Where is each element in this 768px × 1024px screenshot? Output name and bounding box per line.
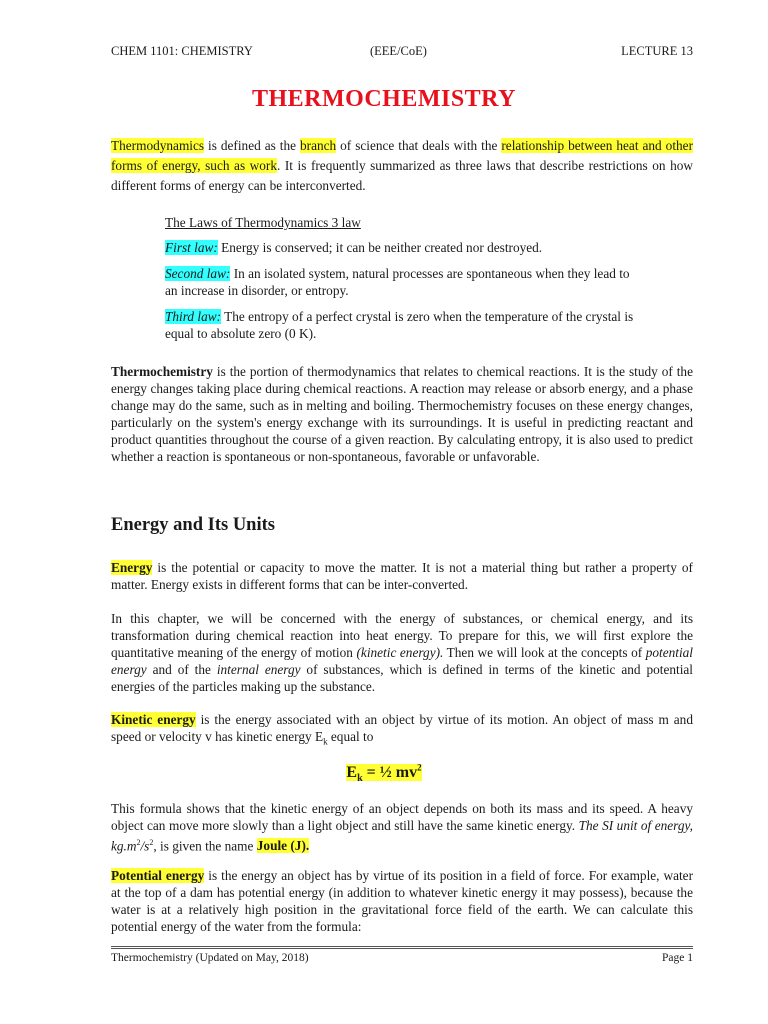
footer-divider bbox=[111, 946, 693, 949]
energy-paragraph: Energy is the potential or capacity to move the matter. It is not a material thing but rather a property of matter. Energy exists in different forms that can be inter-converted. bbox=[111, 560, 693, 592]
term-potential-energy: Potential energy bbox=[111, 868, 205, 883]
intro-paragraph: Thermodynamics is defined as the branch of science that deals with the relationship between heat and other forms of energy, such as work. It is frequently summarized as three laws that describe restrictions on how different forms of energy can be interconverted. bbox=[111, 138, 693, 193]
header-course: CHEM 1101: CHEMISTRY bbox=[111, 44, 253, 58]
page-number: Page 1 bbox=[662, 952, 693, 964]
term-thermochemistry: Thermochemistry bbox=[111, 364, 213, 379]
first-law-label: First law: bbox=[165, 240, 218, 255]
laws-list bbox=[165, 214, 645, 342]
section-heading: Energy and Its Units bbox=[111, 515, 275, 535]
term-kinetic-energy: Kinetic energy bbox=[111, 712, 196, 727]
second-law: Second law: In an isolated system, natural processes are spontaneous when they lead to an increase in disorder, or entropy. bbox=[165, 266, 630, 298]
term-energy: Energy bbox=[111, 560, 153, 575]
footer-title: Thermochemistry (Updated on May, 2018) bbox=[111, 952, 309, 964]
first-law: First law: Energy is conserved; it can be neither created nor destroyed. bbox=[165, 240, 543, 255]
term-joule: Joule (J). bbox=[256, 838, 310, 854]
page-title: THERMOCHEMISTRY bbox=[251, 86, 516, 112]
page-header bbox=[111, 44, 693, 60]
term-branch: branch bbox=[300, 138, 337, 153]
kinetic-paragraph: Kinetic energy is the energy associated with an object by virtue of its motion. An object of mass m and speed or velocity v has kinetic energy $E_k$ equal to bbox=[111, 712, 693, 747]
second-law-label: Second law: bbox=[165, 266, 231, 281]
formula-explanation-paragraph: This formula shows that the kinetic energy of an object depends on both its mass and its speed. A heavy object can move more slowly than a light object and still have the same kinetic energy. The SI unit of energy, $kg.m^2/s^2$, is given the name Joule (J). bbox=[111, 801, 694, 854]
header-program: (EEE/CoE) bbox=[370, 44, 427, 58]
thermochemistry-paragraph: Thermochemistry is the portion of thermodynamics that relates to chemical reactions. It is the study of the energy changes taking place during chemical reactions. A reaction may release or absorb energy, and a phase change may do the same, such as in melting and boiling. Thermochemistry focuses on these energy changes, particularly on the system's energy exchange with its surroundings. It is useful in predicting reactant and product quantities throughout the course of a given reaction. By calculating entropy, it is also used to predict whether a reaction is spontaneous or non-spontaneous, favorable or unfavorable. bbox=[111, 364, 693, 464]
third-law-label: Third law: bbox=[165, 309, 222, 324]
third-law: Third law: The entropy of a perfect crystal is zero when the temperature of the crystal is equal to absolute zero (0 K). bbox=[165, 309, 634, 341]
potential-paragraph: Potential energy is the energy an object has by virtue of its position in a field of force. For example, water at the top of a dam has potential energy (in addition to whatever kinetic energy it may possess), because the water is at a relatively high position in the gravitational force field of the earth. We can calculate this potential energy of the water from the formula: bbox=[111, 868, 693, 934]
kinetic-energy-formula: $E_k$ = ½ $mv^2$ bbox=[346, 763, 422, 785]
header-lecture: LECTURE 13 bbox=[621, 44, 693, 58]
laws-heading: The Laws of Thermodynamics 3 law bbox=[165, 215, 361, 230]
chapter-paragraph: In this chapter, we will be concerned with the energy of substances, or chemical energy, and its transformation during chemical reaction into heat energy. To prepare for this, we will first explore the quantitative meaning of the energy of motion (kinetic energy). Then we will look at the concepts of potential energy and of the internal energy of substances, which is defined in terms of the kinetic and potential energies of the particles making up the substance. bbox=[111, 611, 693, 694]
term-relationship: relationship between heat and other forms of energy, such as work bbox=[111, 138, 693, 173]
term-thermodynamics: Thermodynamics bbox=[111, 138, 205, 153]
